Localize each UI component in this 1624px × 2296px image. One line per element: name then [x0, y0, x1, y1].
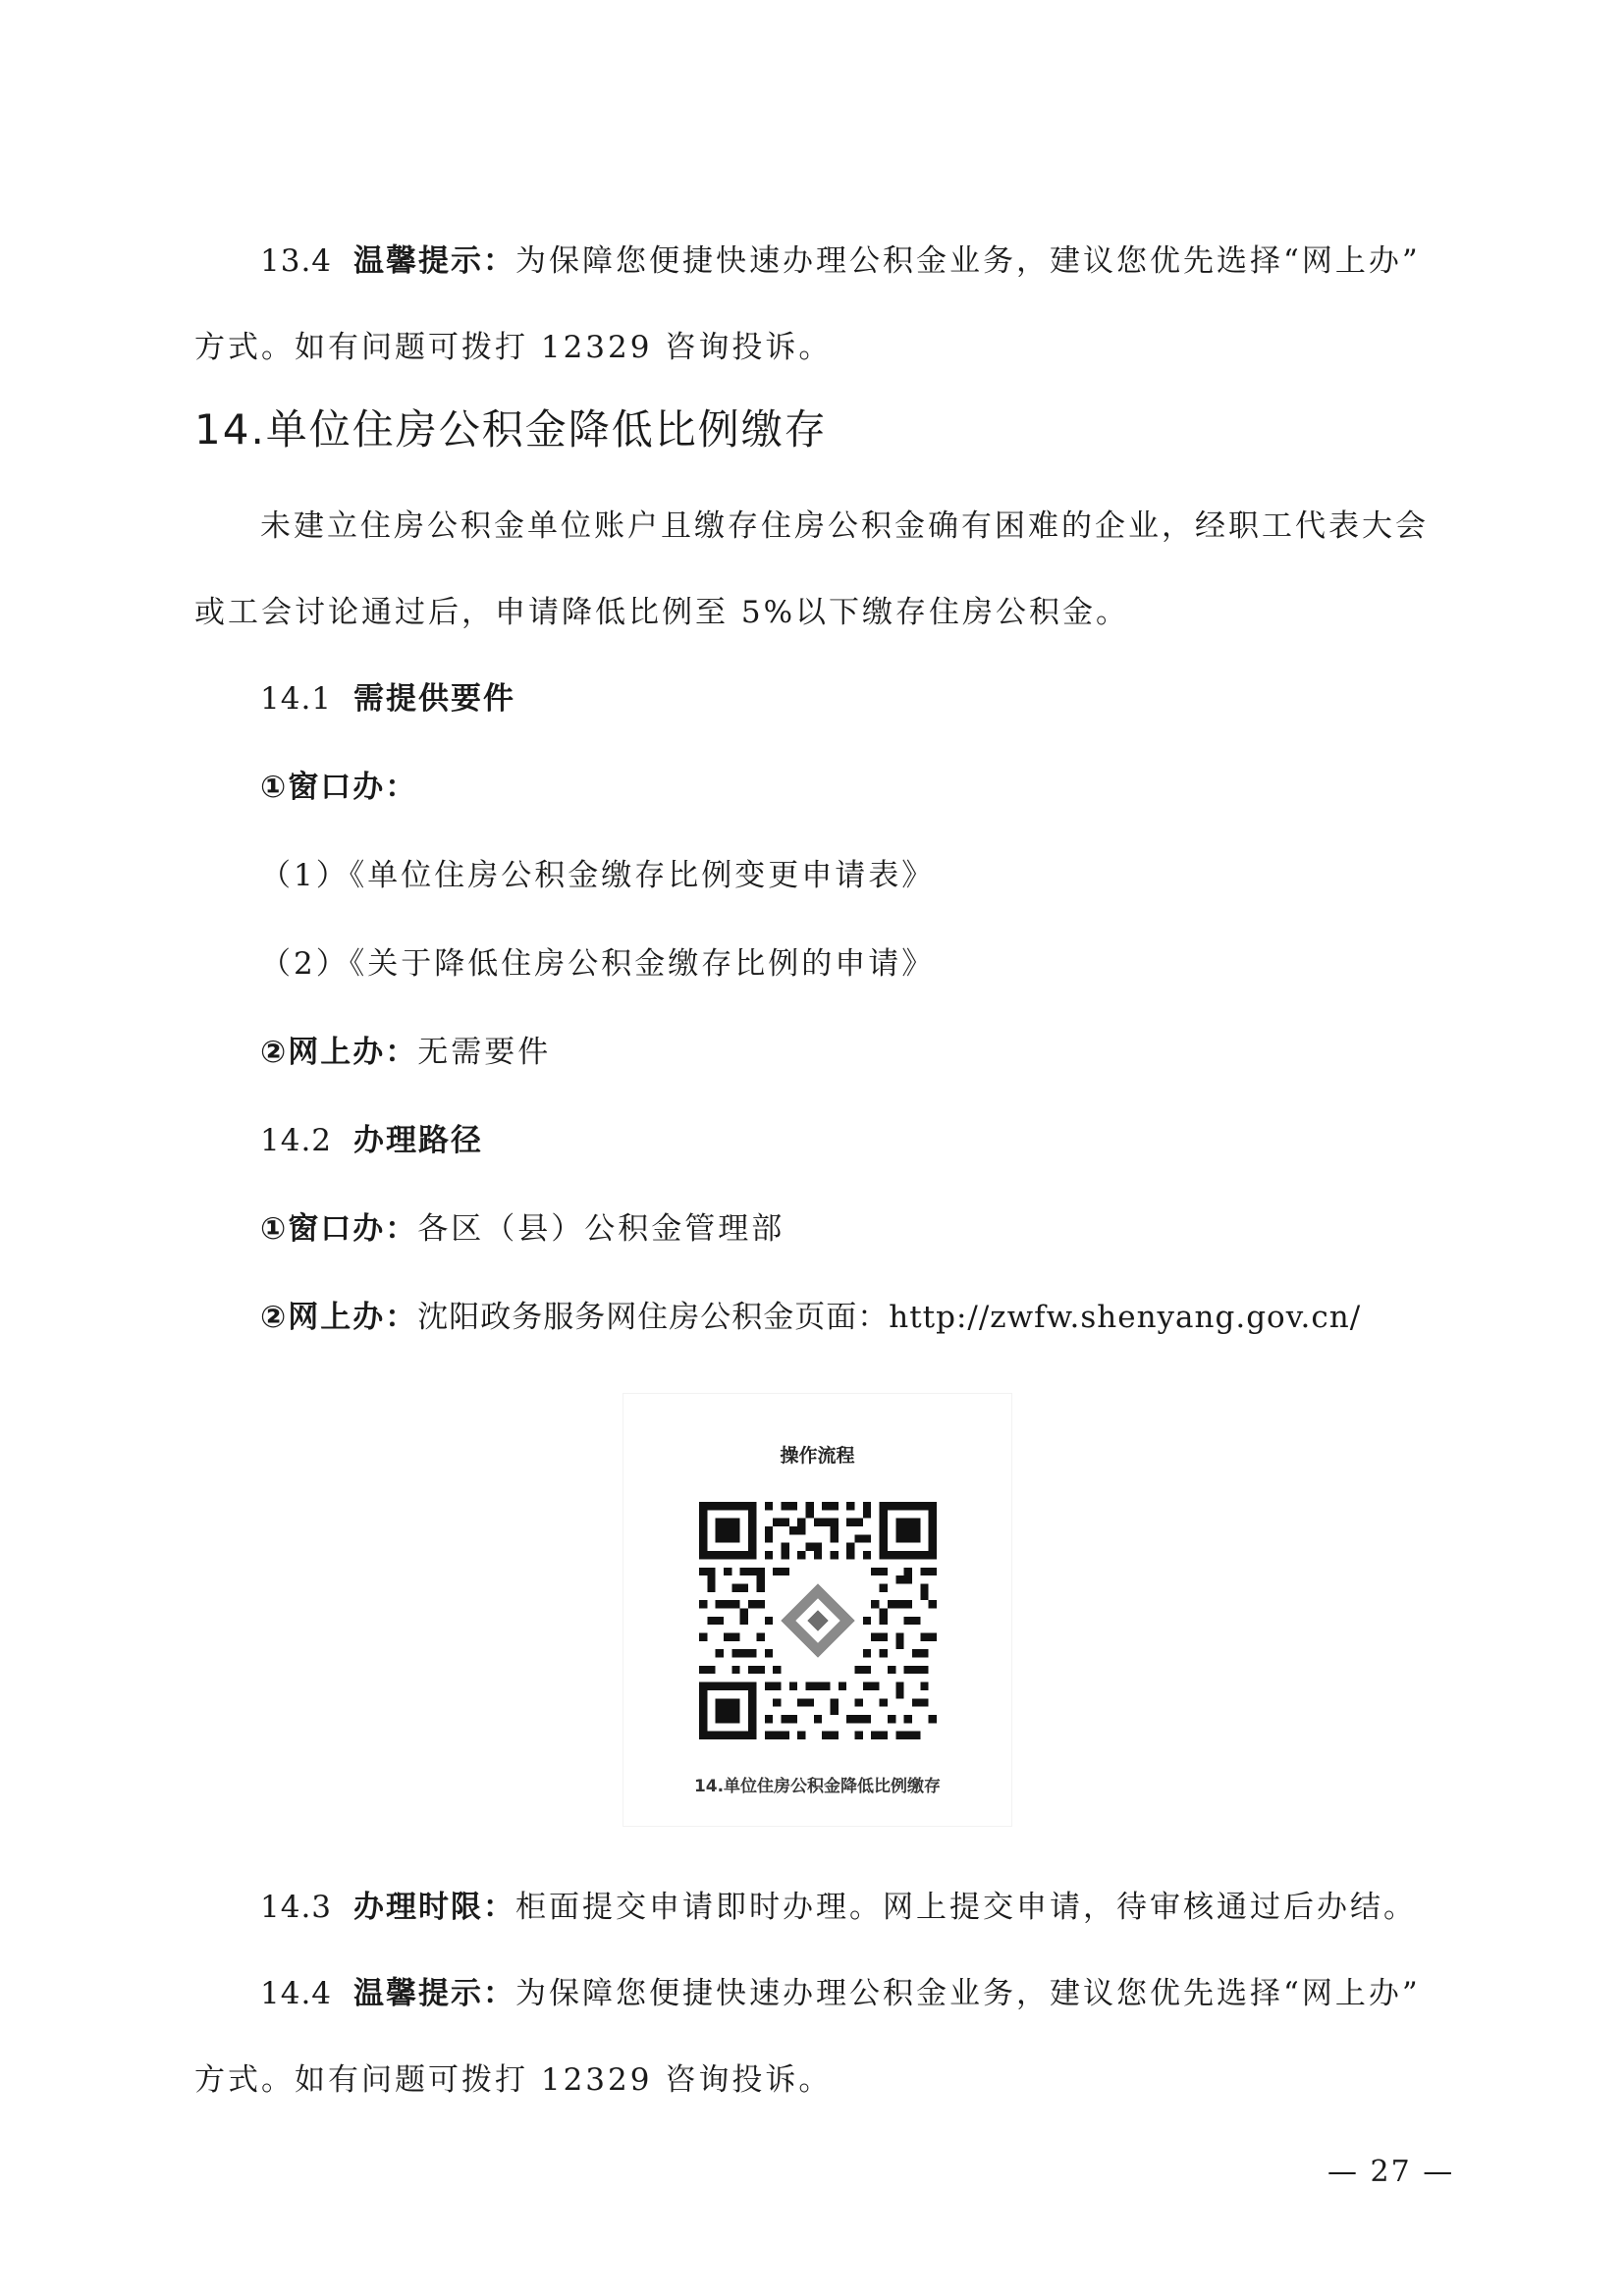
section-14-intro-2: 或工会讨论通过后，申请降低比例至 5%以下缴存住房公积金。 [194, 595, 1130, 630]
section-14-4-text-2: 方式。如有问题可拨打 12329 咨询投诉。 [194, 2062, 833, 2098]
section-14-3-text: 柜面提交申请即时办理。网上提交申请，待审核通过后办结。 [515, 1890, 1418, 1925]
section-14-2-window-line [260, 1203, 785, 1248]
section-14-1-online-line [260, 1027, 551, 1071]
section-14-1-online-text: 无需要件 [417, 1035, 552, 1070]
section-14-1-title: 需提供要件 [353, 681, 516, 717]
section-14-1-item-2: （2）《关于降低住房公积金缴存比例的申请》 [260, 946, 936, 982]
qr-title: 操作流程 [780, 1445, 855, 1467]
qr-code-card [623, 1394, 1011, 1826]
section-13-4-label: 温馨提示： [353, 243, 516, 279]
section-14-heading: 14.单位住房公积金降低比例缴存 [194, 405, 828, 454]
section-13-4-text-1: 为保障您便捷快速办理公积金业务，建议您优先选择“网上办” [515, 243, 1421, 279]
section-14-2-number: 14.2 [260, 1123, 333, 1158]
section-14-1-number: 14.1 [260, 681, 333, 717]
section-14-2-window-label: ①窗口办： [260, 1211, 418, 1247]
section-14-1-title-line [260, 673, 515, 718]
page-number: — 27 — [1327, 2155, 1455, 2189]
section-14-4-number: 14.4 [260, 1976, 333, 2011]
section-14-4-line1 [260, 1968, 1421, 2012]
qr-caption: 14.单位住房公积金降低比例缴存 [693, 1777, 942, 1796]
section-13-4-number: 13.4 [260, 243, 333, 279]
section-14-1-window-label: ①窗口办： [260, 770, 418, 805]
section-13-4-text-2: 方式。如有问题可拨打 12329 咨询投诉。 [194, 330, 833, 365]
section-14-intro-1: 未建立住房公积金单位账户且缴存住房公积金确有困难的企业，经职工代表大会 [260, 508, 1429, 544]
section-14-2-title: 办理路径 [353, 1123, 484, 1158]
section-14-2-online-label: ②网上办： [260, 1300, 418, 1335]
section-14-2-title-line [260, 1115, 483, 1159]
section-14-3-number: 14.3 [260, 1890, 333, 1925]
qr-code-icon[interactable] [699, 1502, 937, 1739]
section-14-2-window-text: 各区（县）公积金管理部 [417, 1211, 785, 1247]
section-14-3-line [260, 1882, 1417, 1926]
section-14-4-label: 温馨提示： [353, 1976, 516, 2011]
section-14-1-online-label: ②网上办： [260, 1035, 418, 1070]
section-14-4-text-1: 为保障您便捷快速办理公积金业务，建议您优先选择“网上办” [515, 1976, 1421, 2011]
section-14-1-item-1: （1）《单位住房公积金缴存比例变更申请表》 [260, 858, 936, 893]
section-13-4-line1 [260, 236, 1421, 280]
section-14-3-label: 办理时限： [353, 1890, 516, 1925]
section-14-2-online-line [260, 1292, 1361, 1336]
section-14-1-window-label-line [260, 762, 417, 806]
section-14-2-online-text: 沈阳政务服务网住房公积金页面：http://zwfw.shenyang.gov.cn/ [417, 1300, 1362, 1335]
